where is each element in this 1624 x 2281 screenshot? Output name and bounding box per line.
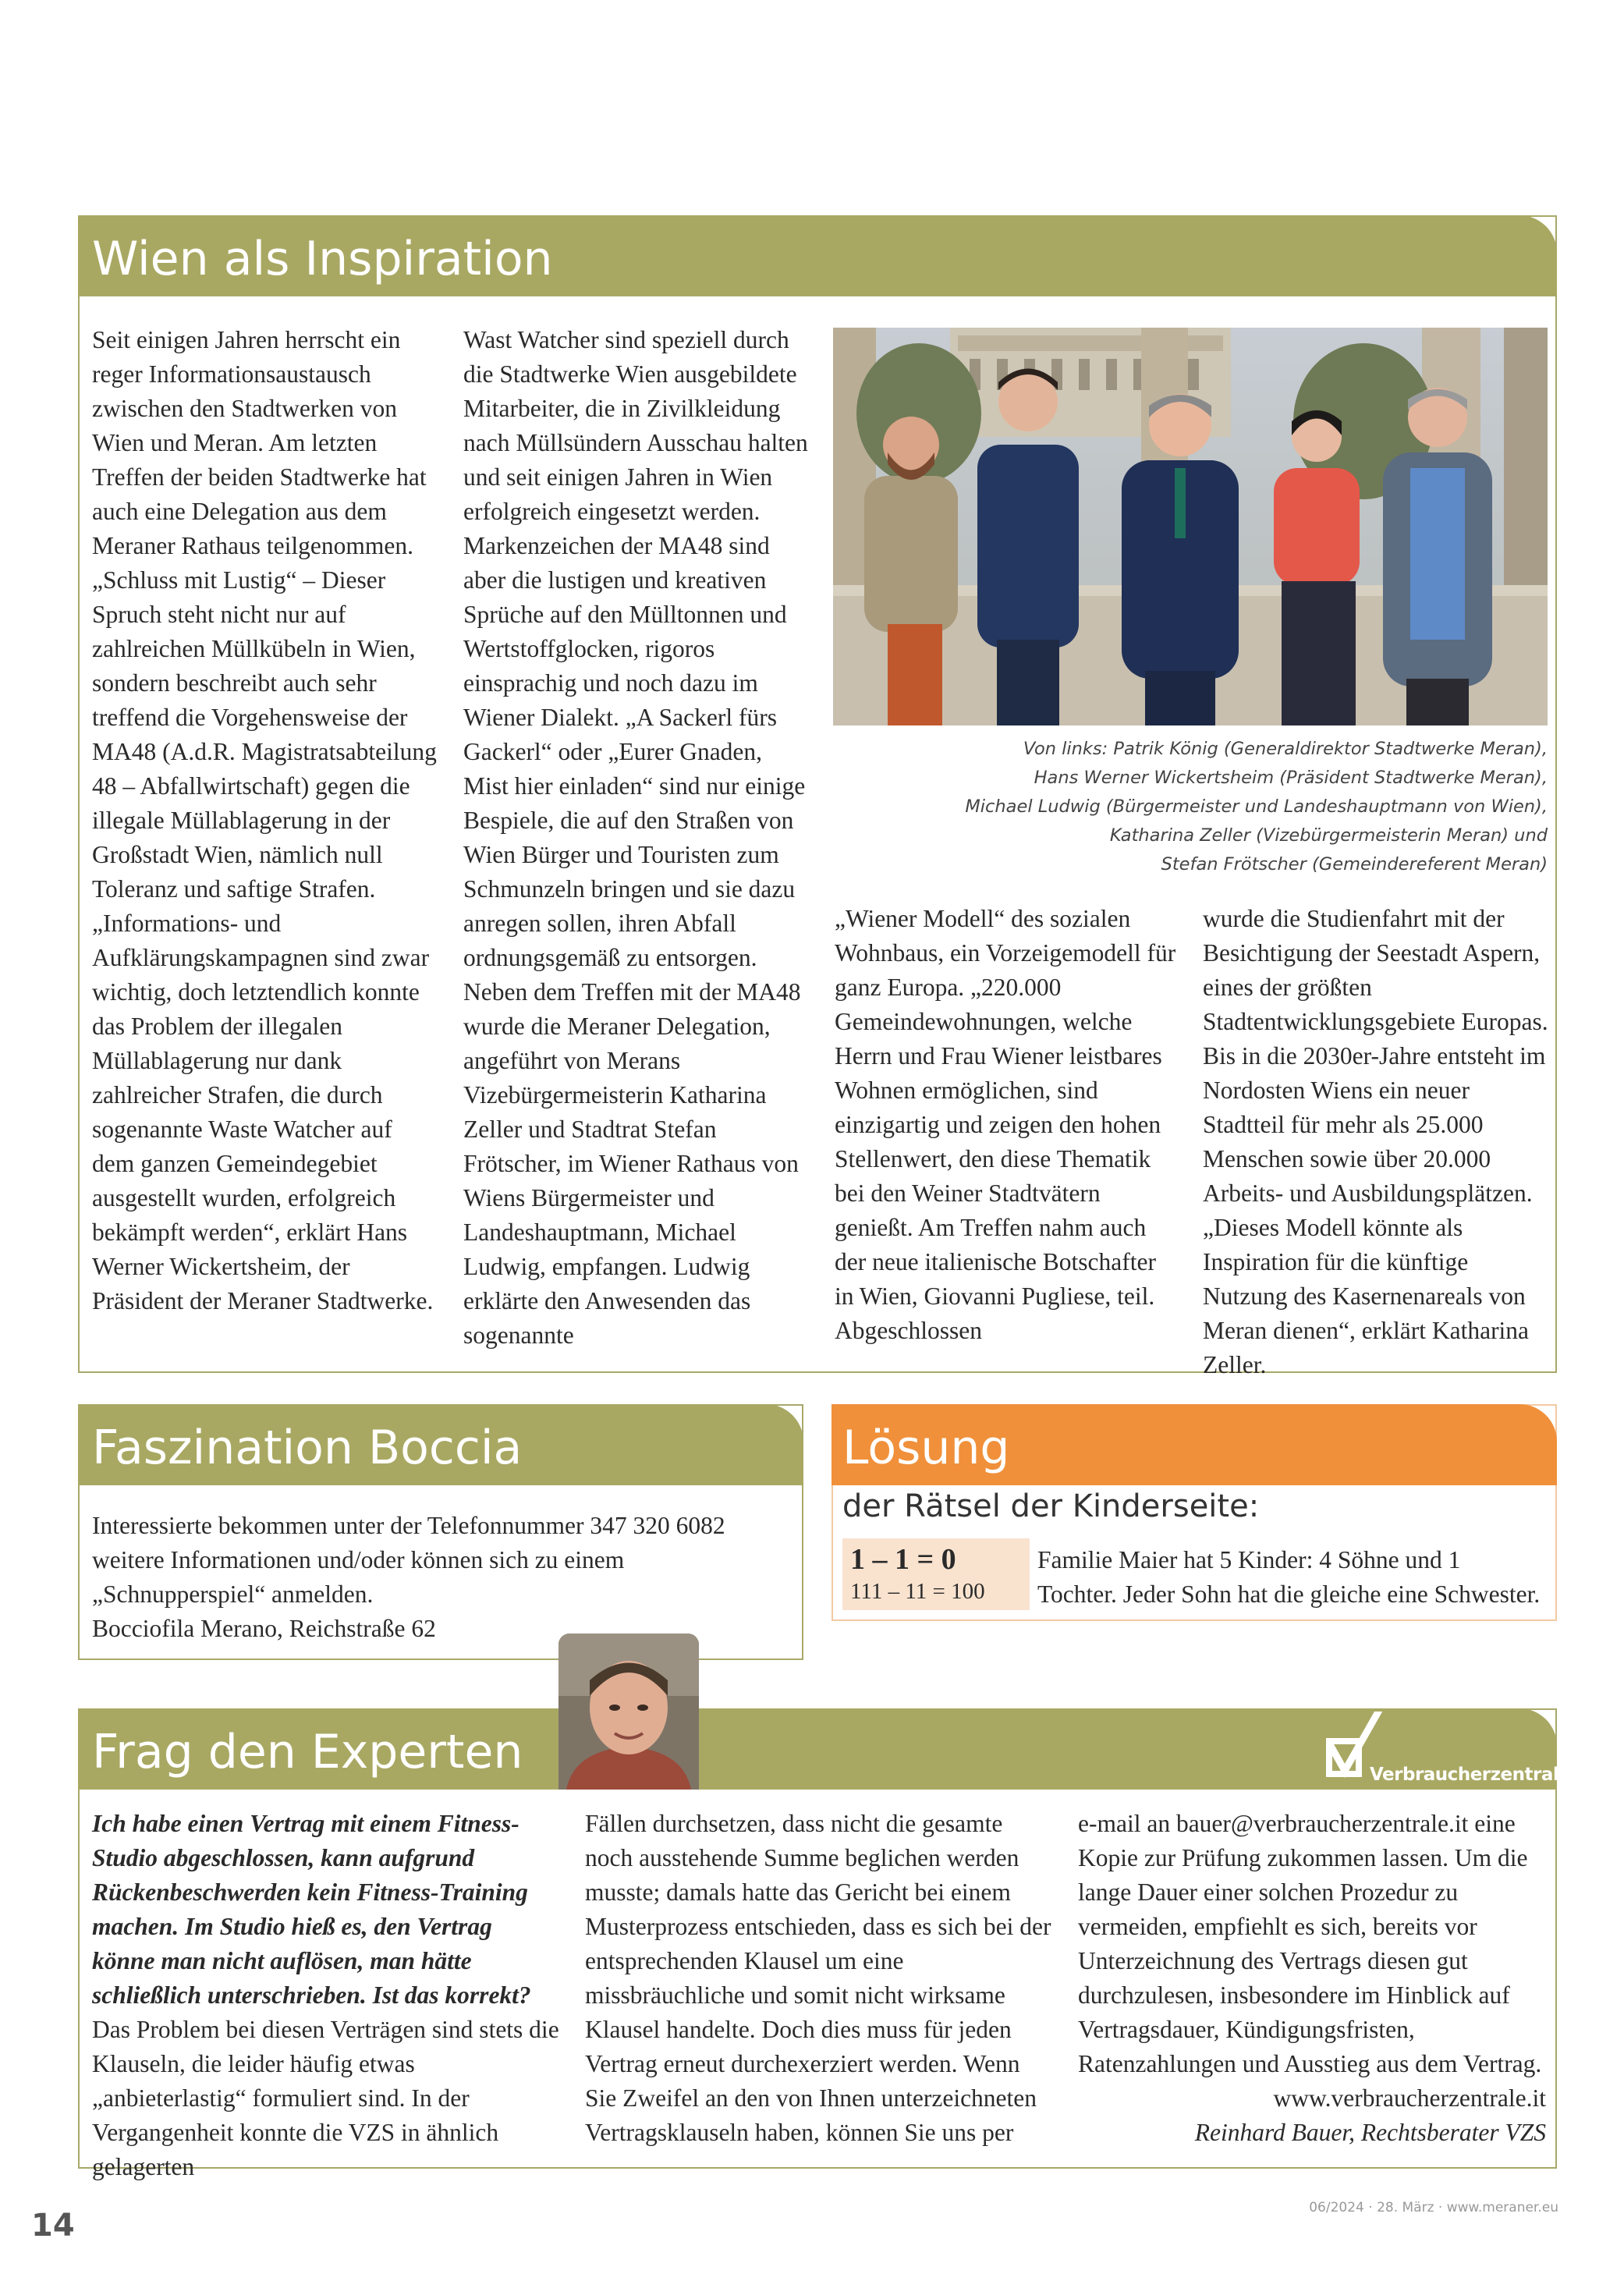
boccia-address: Bocciofila Merano, Reichstraße 62 [92, 1615, 436, 1642]
loesung-answer: Familie Maier hat 5 Kinder: 4 Söhne und 1 Tochter. Jeder Sohn hat die gleiche eine Schwester. [1037, 1546, 1541, 1608]
expert-portrait-image [558, 1634, 699, 1790]
author-signature: Reinhard Bauer, Rechtsberater VZS [1194, 2119, 1546, 2146]
reader-question: Ich habe einen Vertrag mit einem Fitness-Studio abgeschlossen, kann aufgrund Rückenbeschwerden kein Fitness-Training machen. Im Studio hieß es, den Vertrag könne man nicht auflösen, man hätte schließlich unterschrieben. Ist das korrekt? [92, 1810, 531, 2009]
article-column-3: „Wiener Modell“ des sozialen Wohnbaus, ein Vorzeigemodell für ganz Europa. „220.000 Gemeindewohnungen, welche Herrn und Frau Wiener leistbares Wohnen ermöglichen, sind einzigartig und zeigen den hohen Stellenwert, den diese Thematik bei den Weiner Stadtvätern genießt. Am Treffen nahm auch der neue italienische Botschafter in Wien, Giovanni Pugliese, teil. Abgeschlossen [835, 905, 1176, 1344]
article-loesung [832, 1404, 1557, 1621]
logo-text: Verbraucherzentrale [1370, 1765, 1571, 1785]
article-column-2: Wast Watcher sind speziell durch die Stadtwerke Wien ausgebildete Mitarbeiter, die in Zivilkleidung nach Müllsündern Ausschau halten und seit einigen Jahren in Wien erfolgreich eingesetzt werden. Markenzeichen der MA48 sind aber die lustigen und kreativen Sprüche auf den Mülltonnen und Wertstoffglocken, rigoros einsprachig und noch dazu im Wiener Dialekt. „A Sackerl fürs Gackerl“ oder „Eurer Gnaden, Mist hier einladen“ sind nur einige Bespiele, die auf den Straßen von Wien Bürger und Touristen zum Schmunzeln bringen und sie dazu anregen sollen, ihren Abfall ordnungsgemäß zu entsorgen. Neben dem Treffen mit der MA48 wurde die Meraner Delegation, angeführt von Merans Vizebürgermeisterin Katharina Zeller und Stadtrat Stefan Frötscher, im Wiener Rathaus von Wiens Bürgermeister und Landeshauptmann, Michael Ludwig, empfangen. Ludwig erklärte den Anwesenden das sogenannte [463, 326, 808, 1349]
verbraucherzentrale-logo [1321, 1712, 1571, 1786]
page-number: 14 [31, 2208, 75, 2244]
article-boccia [78, 1404, 803, 1660]
equation-secondary: 111 – 11 = 100 [850, 1579, 985, 1604]
article-column-4: wurde die Studienfahrt mit der Besichtigung der Seestadt Aspern, eines der größten Stadtentwicklungsgebiete Europas. Bis in die 2030er-Jahre entsteht im Nordosten Wiens ein neuer Stadtteil für mehr als 25.000 Menschen sowie über 20.000 Arbeits- und Ausbildungsplätzen. „Dieses Modell könnte als Inspiration für die künftige Nutzung des Kasernenareals von Meran dienen“, erklärt Katharina Zeller. [1203, 905, 1548, 1378]
issue-info: 06/2024 · 28. März · www.meraner.eu [1309, 2200, 1558, 2215]
expert-answer-start: Das Problem bei diesen Verträgen sind stets die Klauseln, die leider häufig etwas „anbieterlastig“ formuliert sind. In der Vergangenheit konnte die VZS in ähnlich gelagerten [92, 2016, 559, 2180]
equation-box [842, 1538, 1030, 1610]
equation-main: 1 – 1 = 0 [850, 1543, 956, 1576]
loesung-subtitle: der Rätsel der Kinderseite: [842, 1488, 1260, 1524]
article-experte [78, 1708, 1571, 2180]
group-photo-image [833, 328, 1548, 725]
expert-portrait [558, 1634, 699, 1790]
photo-caption: Von links: Patrik König (Generaldirektor Stadtwerke Meran), Hans Werner Wickertsheim (Präsident Stadtwerke Meran), Michael Ludwig (Bürgermeister und Landeshauptmann von Wien), Katharina Zeller (Vizebürgermeisterin Meran) und Stefan Frötscher (Gemeindereferent Meran) [965, 739, 1548, 874]
loesung-title: Lösung [832, 1404, 1557, 1485]
experte-column-2: Fällen durchsetzen, dass nicht die gesamte noch ausstehende Summe beglichen werden musste; damals hatte das Gericht bei einem Musterprozess entschieden, dass es sich bei der entsprechenden Klausel um eine missbräuchliche und somit nicht wirksame Klausel handelte. Doch dies muss für jeden Vertrag erneut durchexerziert werden. Wenn Sie Zweifel an den von Ihnen unterzeichneten Vertragsklauseln haben, können Sie uns per [585, 1810, 1051, 2146]
article-column-1: Seit einigen Jahren herrscht ein reger Informationsaustausch zwischen den Stadtwerken von Wien und Meran. Am letzten Treffen der beiden Stadtwerke hat auch eine Delegation aus dem Meraner Rathaus teilgenommen. „Schluss mit Lustig“ – Dieser Spruch steht nicht nur auf zahlreichen Müllkübeln in Wien, sondern beschreibt auch sehr treffend die Vorgehensweise der MA48 (A.d.R. Magistratsabteilung 48 – Abfallwirtschaft) gegen die illegale Müllablagerung in der Großstadt Wien, nämlich null Toleranz und saftige Strafen. „Informations- und Aufklärungskampagnen sind zwar wichtig, doch letztendlich konnte das Problem der illegalen Müllablagerung nur dank zahlreicher Strafen, die durch sogenannte Waste Watcher auf dem ganzen Gemeindegebiet ausgestellt wurden, erfolgreich bekämpft werden“, erklärt Hans Werner Wickertsheim, der Präsident der Meraner Stadtwerke. [92, 326, 437, 1314]
website-link[interactable]: www.verbraucherzentrale.it [1273, 2084, 1546, 2112]
experte-column-3: e-mail an bauer@verbraucherzentrale.it eine Kopie zur Prüfung zukommen lassen. Um die lange Dauer einer solchen Prozedur zu vermeiden, empfiehlt es sich, bereits vor Unterzeichnung des Vertrags diesen gut durchzulesen, insbesondere im Hinblick auf Vertragsdauer, Kündigungsfristen, Ratenzahlungen und Ausstieg aus dem Vertrag. www.verbraucherzentrale.it Reinhard Bauer, Rechtsberater VZS [1078, 1807, 1546, 2150]
article-wien [78, 215, 1557, 1378]
boccia-title: Faszination Boccia [78, 1404, 803, 1485]
boccia-text: Interessierte bekommen unter der Telefonnummer 347 320 6082 weitere Informationen und/oder können sich zu einem „Schnupperspiel“ anmelden. Bocciofila Merano, Reichstraße 62 [92, 1509, 794, 1646]
experte-title: Frag den Experten [78, 1708, 1557, 1790]
article-title: Wien als Inspiration [78, 215, 1557, 296]
group-photo [833, 328, 1548, 725]
experte-column-1 [92, 1807, 560, 2184]
